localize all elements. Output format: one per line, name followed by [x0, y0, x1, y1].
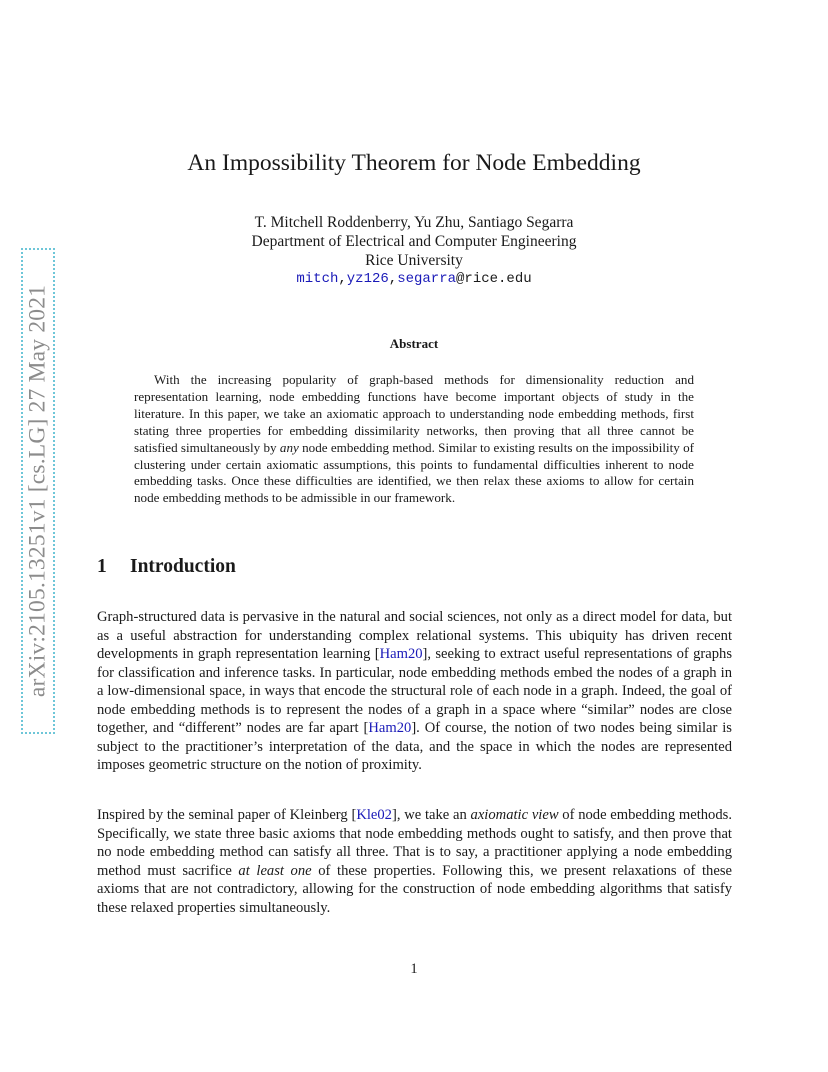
- abstract-body: [134, 372, 694, 507]
- abstract-emphasis: any: [279, 439, 299, 455]
- authors: T. Mitchell Roddenberry, Yu Zhu, Santiago Segarra: [254, 214, 574, 231]
- author-block: [0, 213, 828, 289]
- paper-title: An Impossibility Theorem for Node Embedding: [187, 150, 641, 176]
- intro-paragraph-1: [97, 608, 732, 775]
- citation-link[interactable]: Kle02: [356, 807, 392, 823]
- section-heading: [97, 556, 236, 578]
- section-number: 1: [97, 556, 107, 577]
- email-line: [0, 270, 828, 289]
- email-link-segarra[interactable]: segarra: [397, 271, 457, 287]
- emphasis-text: axiomatic view: [470, 807, 559, 823]
- paragraph-text: Inspired by the seminal paper of Kleinberg [: [97, 807, 357, 823]
- university: Rice University: [365, 252, 463, 269]
- email-separator: ,: [338, 271, 347, 287]
- paragraph-text: ]. Of course, the notion of two nodes being similar is subject to the practitioner’s interpretation of the data, and the space in which the nodes are represented imposes geometric structure on the notion of proximity.: [97, 720, 732, 773]
- abstract-text: With the increasing popularity of graph-based methods for dimensionality reduction and representation learning, node embedding functions have become important objects of study in the literature. In this paper, we take an axiomatic approach to understanding node embedding methods, first stating three properties for embedding dissimilarity networks, then proving that all three cannot be satisfied simultaneously by: [134, 372, 694, 455]
- citation-link[interactable]: Ham20: [368, 720, 412, 736]
- paragraph-text: ], seeking to extract useful representations of graphs for classification and inference tasks. In particular, node embedding methods embed the nodes of a graph in a low-dimensional space, in ways that encode the structural role of each node in a graph. Indeed, the goal of node embedding methods is to represent the nodes of a graph in a space where “similar” nodes are close together, and “different” nodes are far apart [: [97, 646, 732, 736]
- paragraph-text: ], we take an: [391, 807, 471, 823]
- paragraph-text: Graph-structured data is pervasive in the natural and social sciences, not only as a direct model for data, but as a useful abstraction for understanding complex relational systems. This ubiquity has driven recent developments in graph representation learning [: [97, 609, 732, 662]
- email-link-yz126[interactable]: yz126: [346, 271, 389, 287]
- abstract-heading: Abstract: [389, 336, 439, 351]
- intro-paragraph-2: [97, 806, 732, 917]
- paragraph-text: of node embedding methods. Specifically, we state three basic axioms that node embedding methods ought to satisfy, and then prove that no node embedding method can satisfy all three. That is to say, a practitioner applying a node embedding method must sacrifice: [97, 807, 732, 879]
- abstract-text: node embedding method. Similar to existing results on the impossibility of clustering under certain axiomatic assumptions, this points to fundamental difficulties inherent to node embedding tasks. Once these difficulties are identified, we then relax these axioms to allow for certain node embedding methods to be admissible in our framework.: [134, 439, 694, 506]
- department: Department of Electrical and Computer Engineering: [251, 233, 577, 250]
- section-title: Introduction: [130, 556, 236, 577]
- email-link-mitch[interactable]: mitch: [296, 271, 339, 287]
- paragraph-text: of these properties. Following this, we present relaxations of these axioms that are not contradictory, allowing for the construction of node embedding algorithms that satisfy these relaxed properties simultaneously.: [97, 862, 732, 916]
- emphasis-text: at least one: [238, 862, 312, 879]
- page-number: 1: [410, 961, 418, 977]
- email-separator: ,: [388, 271, 398, 287]
- email-domain: @rice.edu: [456, 271, 532, 287]
- citation-link[interactable]: Ham20: [379, 646, 423, 662]
- arxiv-stamp[interactable]: arXiv:2105.13251v1 [cs.LG] 27 May 2021: [24, 284, 51, 698]
